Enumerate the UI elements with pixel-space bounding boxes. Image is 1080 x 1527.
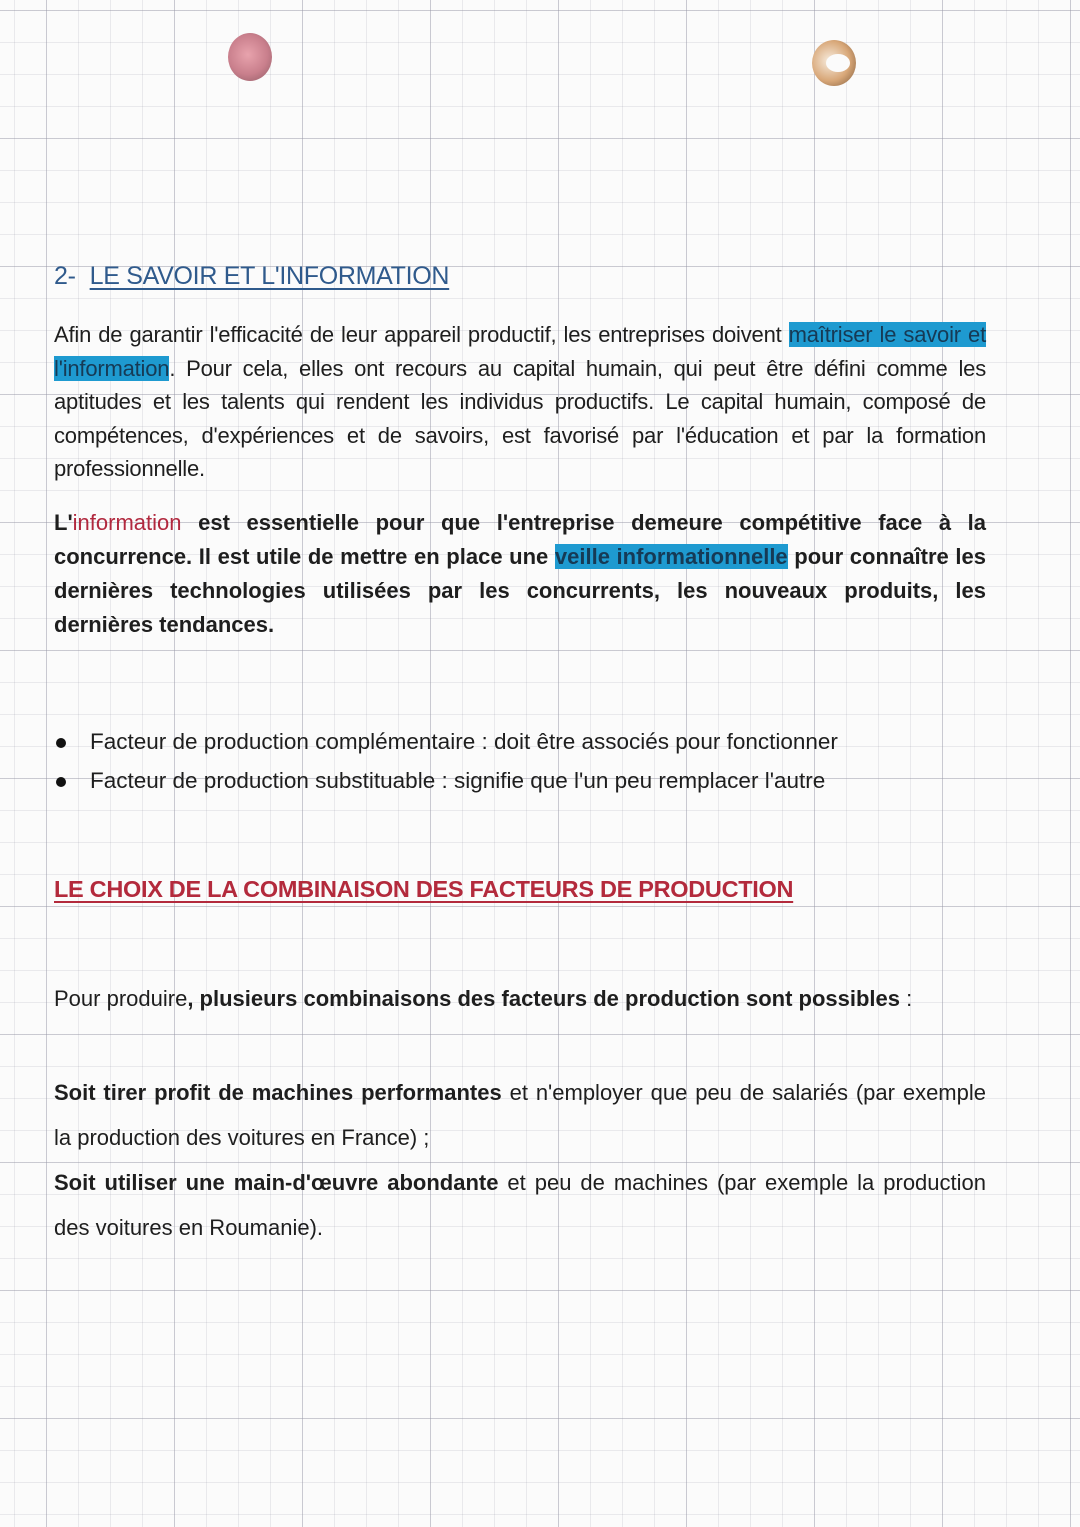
option-main-oeuvre	[54, 1160, 986, 1250]
para2-text-1: est essentielle pour que l'entreprise demeure compétitive face à la concurrence. Il est utile de mettre en place une	[54, 510, 986, 569]
section-title	[54, 262, 449, 291]
option-machines	[54, 1070, 986, 1160]
paragraph-options	[54, 1070, 986, 1250]
information-keyword: information	[72, 510, 182, 535]
section-title-text: LE SAVOIR ET L'INFORMATION	[89, 262, 450, 290]
option-machines-text: et n'employer que peu de salariés (par exemple la production des voitures en France) ;	[54, 1080, 986, 1150]
highlight-veille: veille informationnelle	[554, 544, 788, 569]
section-number: 2-	[54, 262, 76, 290]
para2-text-2: pour connaître les dernières technologies utilisées par les concurrents, les nouveaux produits, les dernières tendances.	[54, 544, 986, 637]
para1-text-end: . Pour cela, elles ont recours au capital humain, qui peut être défini comme les aptitudes et les talents qui rendent les individus productifs. Le capital humain, composé de compétences, d'expériences et de savoirs, est favorisé par l'éducation et par la formation professionnelle.	[54, 355, 986, 481]
para1-text-start: Afin de garantir l'efficacité de leur appareil productif, les entreprises doivent	[54, 322, 789, 347]
binder-hole-left	[228, 33, 272, 81]
paragraph-information	[54, 506, 986, 642]
paragraph-combinaisons	[54, 982, 986, 1015]
paragraph-savoir	[54, 318, 986, 486]
binder-hole-right	[812, 40, 856, 86]
para2-lead: L'	[54, 510, 73, 535]
option-main-oeuvre-bold: Soit utiliser une main-d'œuvre abondante	[54, 1170, 499, 1195]
para3-plain: Pour produire	[54, 986, 188, 1011]
highlight-maitriser: maîtriser le savoir et l'information	[54, 322, 986, 381]
para3-bold: , plusieurs combinaisons des facteurs de production sont possibles	[187, 986, 901, 1011]
heading-choix-combinaison: LE CHOIX DE LA COMBINAISON DES FACTEURS DE PRODUCTION	[54, 876, 794, 902]
option-main-oeuvre-text: et peu de machines (par exemple la production des voitures en Roumanie).	[54, 1170, 986, 1240]
bullet-complementaire: Facteur de production complémentaire : doit être associés pour fonctionner	[54, 726, 994, 765]
para3-end: :	[900, 986, 913, 1011]
factor-bullet-list	[54, 726, 994, 804]
option-machines-bold: Soit tirer profit de machines performantes	[54, 1080, 502, 1105]
bullet-substituable: Facteur de production substituable : signifie que l'un peu remplacer l'autre	[54, 765, 994, 804]
